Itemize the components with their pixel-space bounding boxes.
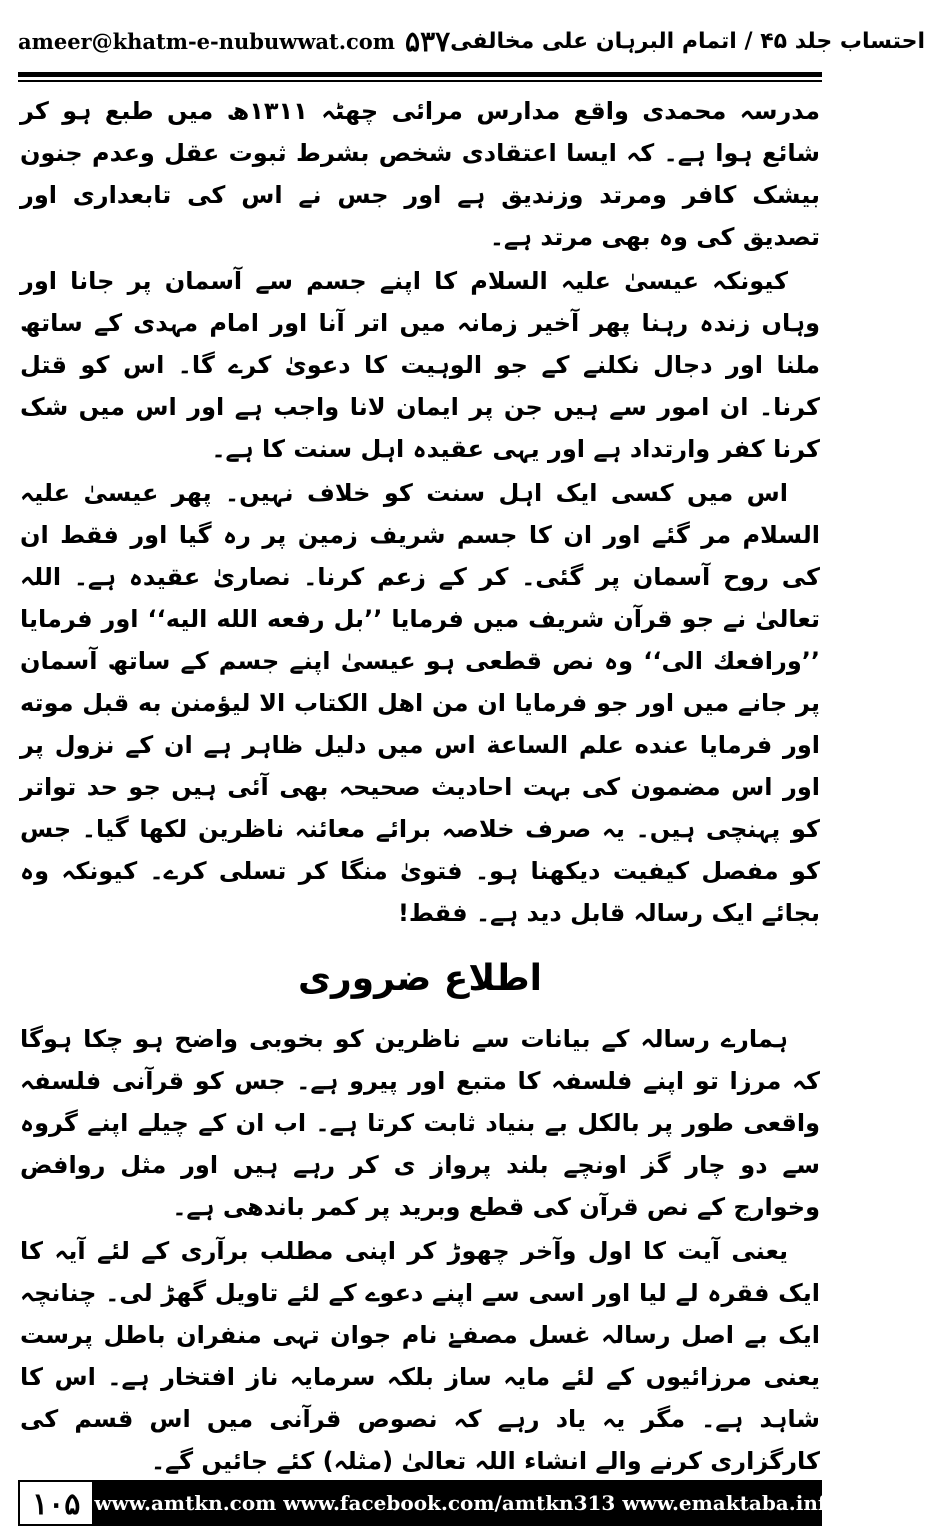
header-email[interactable]: ameer@khatm-e-nubuwwat.com [18,28,396,54]
header-page-number: ۵۳۷ [405,24,451,58]
paragraph: کیونکہ عیسیٰ علیہ السلام کا اپنے جسم سے آسمان پر جانا اور وہاں زندہ رہنا پھر آخیر زمانہ میں اتر آنا اور امام مہدی کے ساتھ ملنا اور دجال نکلنے کے جو الوہیت کا دعویٰ کرے گا۔ اس کو قتل کرنا۔ ان امور سے ہیں جن پر ایمان لانا واجب ہے اور اس میں شک کرنا کفر وارتداد ہے اور یہی عقیدہ اہل سنت کا ہے۔ [20,267,820,463]
paragraph: یعنی آیت کا اول وآخر چھوڑ کر اپنی مطلب برآری کے لئے آیہ کا ایک فقرہ لے لیا اور اسی سے اپنے دعوے کے لئے تاویل گھڑ لی۔ چنانچہ ایک بے اصل رسالہ غسل مصفےٰ نام جوان تہی منفران باطل پرست یعنی مرزائیوں کے لئے مایہ ساز بلکہ سرمایہ ناز افتخار ہے۔ اس کا شاہد ہے۔ مگر یہ یاد رہے کہ نصوص قرآنی میں اس قسم کی کارگزاری کرنے والے انشاء اللہ تعالیٰ (مثلہ) کئے جائیں گے۔ [20,1237,820,1475]
page-body [20,90,820,1475]
header-rule-thick [18,72,822,77]
footer-page-number: ۱۰۵ [18,1480,94,1526]
header-title: احتساب جلد ۴۵ / اتمام البرہان علی مخالفی [450,28,925,54]
footer-links[interactable]: www.amtkn.com www.facebook.com/amtkn313 www.emaktaba.info [94,1491,840,1515]
paragraph: مدرسہ محمدی واقع مدارس مرائی چھٹہ ۱۳۱۱ھ میں طبع ہو کر شائع ہوا ہے۔ کہ ایسا اعتقادی شخص بشرط ثبوت عقل وعدم جنون بیشک کافر ومرتد وزندیق ہے اور جس نے اس کی تابعداری اور تصدیق کی وہ بھی مرتد ہے۔ [20,97,820,251]
header-left [18,25,450,58]
page-header [18,14,925,68]
paragraph: ہمارے رسالہ کے بیانات سے ناظرین کو بخوبی واضح ہو چکا ہوگا کہ مرزا تو اپنے فلسفہ کا متبع اور پیرو ہے۔ جس کو قرآنی فلسفہ واقعی طور پر بالکل بے بنیاد ثابت کرتا ہے۔ اب ان کے چیلے اپنے گروہ سے دو چار گز اونچے بلند پرواز ی کر رہے ہیں اور مثل روافض وخوارج کے نص قرآن کی قطع وبرید پر کمر باندھی ہے۔ [20,1025,820,1221]
paragraph: اس میں کسی ایک اہل سنت کو خلاف نہیں۔ پھر عیسیٰ علیہ السلام مر گئے اور ان کا جسم شریف زمین پر رہ گیا اور فقط ان کی روح آسمان پر گئی۔ کر کے زعم کرنا۔ نصاریٰ عقیدہ ہے۔ اللہ تعالیٰ نے جو قرآن شریف میں فرمایا ’’بل رفعه الله اليه‘‘ اور فرمایا ’’ورافعك الى‘‘ وہ نص قطعی ہو عیسیٰ اپنے جسم کے ساتھ آسمان پر جانے میں اور جو فرمایا ان من اهل الكتاب الا ليؤمنن به قبل موته اور فرمایا عنده علم الساعة اس میں دلیل ظاہر ہے ان کے نزول پر اور اس مضمون کی بہت احادیث صحیحہ بھی آئی ہیں جو حد تواتر کو پہنچی ہیں۔ یہ صرف خلاصہ برائے معائنہ ناظرین لکھا گیا۔ جس کو مفصل کیفیت دیکھنا ہو۔ فتویٰ منگا کر تسلی کرے۔ کیونکہ وہ بجائے ایک رسالہ قابل دید ہے۔ فقط! [20,479,820,927]
header-rule-thin [18,80,822,82]
section-heading: اطلاع ضروری [298,958,542,999]
page-footer [18,1480,840,1526]
